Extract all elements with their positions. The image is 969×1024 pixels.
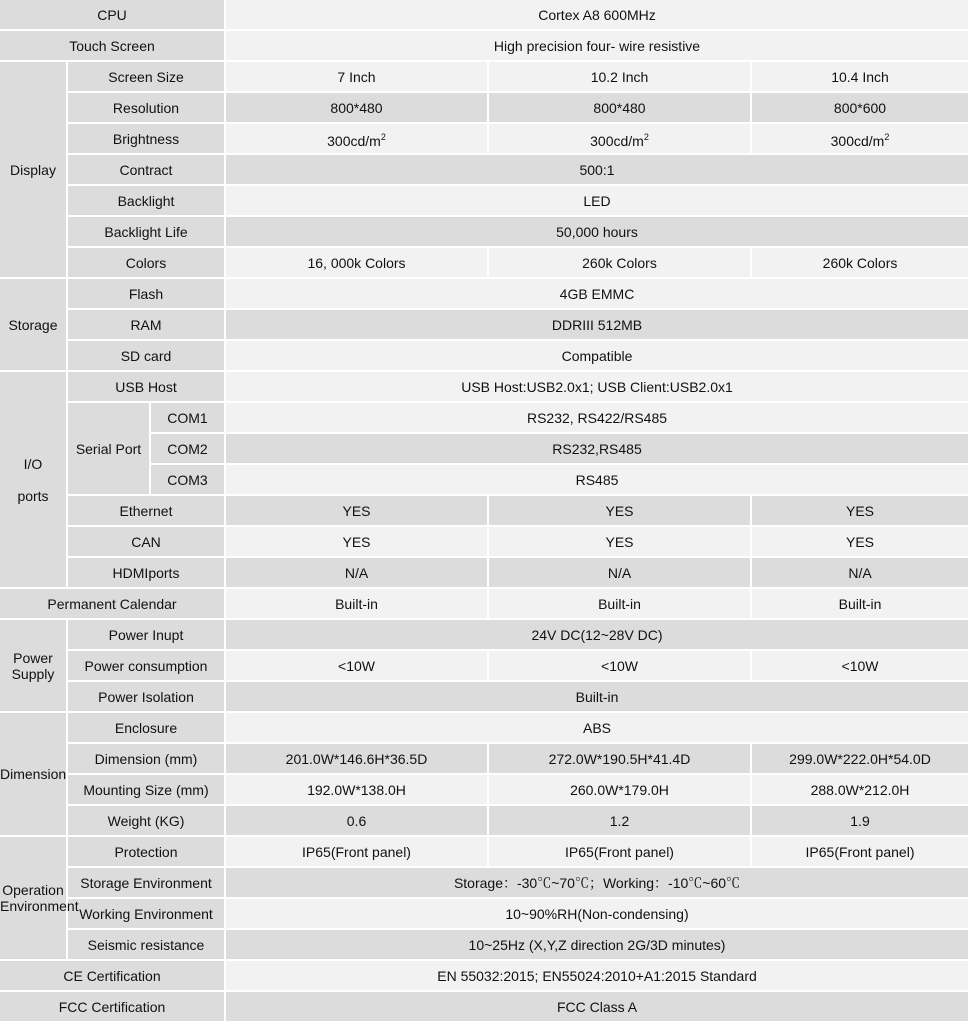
value-hdmi-3: N/A <box>751 557 969 588</box>
value-ethernet-3: YES <box>751 495 969 526</box>
value-brightness-2 <box>488 123 751 154</box>
label-resolution: Resolution <box>67 92 225 123</box>
group-operation-line2: Environment <box>0 898 79 914</box>
value-protection-1: IP65(Front panel) <box>225 836 488 867</box>
value-power-consumption-1: <10W <box>225 650 488 681</box>
value-mounting-1: 192.0W*138.0H <box>225 774 488 805</box>
label-dimension-mm: Dimension (mm) <box>67 743 225 774</box>
row-protection <box>0 836 969 867</box>
row-backlight-life <box>0 216 969 247</box>
row-cpu <box>0 0 969 30</box>
label-screen-size: Screen Size <box>67 61 225 92</box>
value-usb-host: USB Host:USB2.0x1; USB Client:USB2.0x1 <box>225 371 969 402</box>
brightness-exp: 2 <box>884 131 890 142</box>
row-resolution <box>0 92 969 123</box>
label-power-isolation: Power Isolation <box>67 681 225 712</box>
row-working-environment <box>0 898 969 929</box>
value-storage-environment: Storage：-30℃~70℃；Working：-10℃~60℃ <box>225 867 969 898</box>
row-backlight <box>0 185 969 216</box>
label-usb-host: USB Host <box>67 371 225 402</box>
label-weight: Weight (KG) <box>67 805 225 836</box>
value-brightness-3 <box>751 123 969 154</box>
group-power-line2: Supply <box>11 665 55 682</box>
group-storage: Storage <box>0 278 67 371</box>
group-operation-line1: Operation <box>2 882 64 898</box>
row-ethernet <box>0 495 969 526</box>
brightness-exp: 2 <box>643 131 649 142</box>
group-dimension: Dimension <box>0 712 67 836</box>
value-can-1: YES <box>225 526 488 557</box>
row-permanent-calendar <box>0 588 969 619</box>
row-sd-card <box>0 340 969 371</box>
label-enclosure: Enclosure <box>67 712 225 743</box>
value-calendar-2: Built-in <box>488 588 751 619</box>
value-protection-3: IP65(Front panel) <box>751 836 969 867</box>
value-enclosure: ABS <box>225 712 969 743</box>
value-dimension-2: 272.0W*190.5H*41.4D <box>488 743 751 774</box>
row-enclosure <box>0 712 969 743</box>
group-power-line1: Power <box>13 649 53 666</box>
label-com1: COM1 <box>150 402 225 433</box>
value-com1: RS232, RS422/RS485 <box>225 402 969 433</box>
label-ram: RAM <box>67 309 225 340</box>
row-can <box>0 526 969 557</box>
value-com2: RS232,RS485 <box>225 433 969 464</box>
value-working-environment: 10~90%RH(Non-condensing) <box>225 898 969 929</box>
label-ce-certification: CE Certification <box>0 960 225 991</box>
label-power-consumption: Power consumption <box>67 650 225 681</box>
value-dimension-3: 299.0W*222.0H*54.0D <box>751 743 969 774</box>
value-power-consumption-2: <10W <box>488 650 751 681</box>
group-power <box>0 619 67 712</box>
row-com1 <box>0 402 969 433</box>
value-screen-size-10-4: 10.4 Inch <box>751 61 969 92</box>
value-ce-certification: EN 55032:2015; EN55024:2010+A1:2015 Standard <box>225 960 969 991</box>
group-io-line2: ports <box>17 487 49 504</box>
row-hdmi <box>0 557 969 588</box>
value-seismic-resistance: 10~25Hz (X,Y,Z direction 2G/3D minutes) <box>225 929 969 960</box>
value-backlight: LED <box>225 185 969 216</box>
label-brightness: Brightness <box>67 123 225 154</box>
brightness-exp: 2 <box>380 131 386 142</box>
row-power-input <box>0 619 969 650</box>
group-io-line1: I/O <box>23 455 43 472</box>
value-resolution-3: 800*600 <box>751 92 969 123</box>
label-working-environment: Working Environment <box>67 898 225 929</box>
value-touch-screen: High precision four- wire resistive <box>225 30 969 61</box>
value-backlight-life: 50,000 hours <box>225 216 969 247</box>
value-can-3: YES <box>751 526 969 557</box>
brightness-base: 300cd/m <box>830 132 885 149</box>
label-hdmi: HDMIports <box>67 557 225 588</box>
row-fcc-certification <box>0 991 969 1022</box>
value-weight-2: 1.2 <box>488 805 751 836</box>
row-seismic-resistance <box>0 929 969 960</box>
value-ethernet-2: YES <box>488 495 751 526</box>
group-io <box>0 371 67 588</box>
label-com2: COM2 <box>150 433 225 464</box>
row-screen-size <box>0 61 969 92</box>
brightness-base: 300cd/m <box>590 132 644 149</box>
label-sd-card: SD card <box>67 340 225 371</box>
value-colors-3: 260k Colors <box>751 247 969 278</box>
value-power-isolation: Built-in <box>225 681 969 712</box>
label-fcc-certification: FCC Certification <box>0 991 225 1022</box>
row-power-consumption <box>0 650 969 681</box>
row-storage-environment <box>0 867 969 898</box>
value-ethernet-1: YES <box>225 495 488 526</box>
value-mounting-2: 260.0W*179.0H <box>488 774 751 805</box>
value-dimension-1: 201.0W*146.6H*36.5D <box>225 743 488 774</box>
row-mounting-size <box>0 774 969 805</box>
value-resolution-2: 800*480 <box>488 92 751 123</box>
label-protection: Protection <box>67 836 225 867</box>
value-hdmi-2: N/A <box>488 557 751 588</box>
row-touch-screen <box>0 30 969 61</box>
row-usb-host <box>0 371 969 402</box>
label-seismic-resistance: Seismic resistance <box>67 929 225 960</box>
value-calendar-1: Built-in <box>225 588 488 619</box>
label-backlight: Backlight <box>67 185 225 216</box>
value-brightness-1 <box>225 123 488 154</box>
value-flash: 4GB EMMC <box>225 278 969 309</box>
label-mounting-size: Mounting Size (mm) <box>67 774 225 805</box>
brightness-base: 300cd/m <box>327 132 381 149</box>
value-protection-2: IP65(Front panel) <box>488 836 751 867</box>
label-can: CAN <box>67 526 225 557</box>
value-power-consumption-3: <10W <box>751 650 969 681</box>
label-storage-environment: Storage Environment <box>67 867 225 898</box>
label-power-input: Power Inupt <box>67 619 225 650</box>
label-touch-screen: Touch Screen <box>0 30 225 61</box>
row-contract <box>0 154 969 185</box>
label-ethernet: Ethernet <box>67 495 225 526</box>
value-power-input: 24V DC(12~28V DC) <box>225 619 969 650</box>
value-weight-3: 1.9 <box>751 805 969 836</box>
value-cpu: Cortex A8 600MHz <box>225 0 969 30</box>
value-ram: DDRIII 512MB <box>225 309 969 340</box>
group-display: Display <box>0 61 67 278</box>
value-calendar-3: Built-in <box>751 588 969 619</box>
group-operation <box>0 836 79 960</box>
value-sd-card: Compatible <box>225 340 969 371</box>
value-can-2: YES <box>488 526 751 557</box>
value-mounting-3: 288.0W*212.0H <box>751 774 969 805</box>
value-screen-size-7: 7 Inch <box>225 61 488 92</box>
row-flash <box>0 278 969 309</box>
value-weight-1: 0.6 <box>225 805 488 836</box>
row-dimension-mm <box>0 743 969 774</box>
label-backlight-life: Backlight Life <box>67 216 225 247</box>
row-weight <box>0 805 969 836</box>
value-contract: 500:1 <box>225 154 969 185</box>
label-colors: Colors <box>67 247 225 278</box>
row-ram <box>0 309 969 340</box>
row-power-isolation <box>0 681 969 712</box>
label-contract: Contract <box>67 154 225 185</box>
label-permanent-calendar: Permanent Calendar <box>0 588 225 619</box>
value-hdmi-1: N/A <box>225 557 488 588</box>
value-fcc-certification: FCC Class A <box>225 991 969 1022</box>
label-flash: Flash <box>67 278 225 309</box>
row-colors <box>0 247 969 278</box>
label-cpu: CPU <box>0 0 225 30</box>
value-resolution-1: 800*480 <box>225 92 488 123</box>
row-brightness <box>0 123 969 154</box>
row-ce-certification <box>0 960 969 991</box>
value-com3: RS485 <box>225 464 969 495</box>
label-com3: COM3 <box>150 464 225 495</box>
value-screen-size-10-2: 10.2 Inch <box>488 61 751 92</box>
value-colors-1: 16, 000k Colors <box>225 247 488 278</box>
value-colors-2: 260k Colors <box>488 247 751 278</box>
label-serial-port: Serial Port <box>67 402 150 495</box>
